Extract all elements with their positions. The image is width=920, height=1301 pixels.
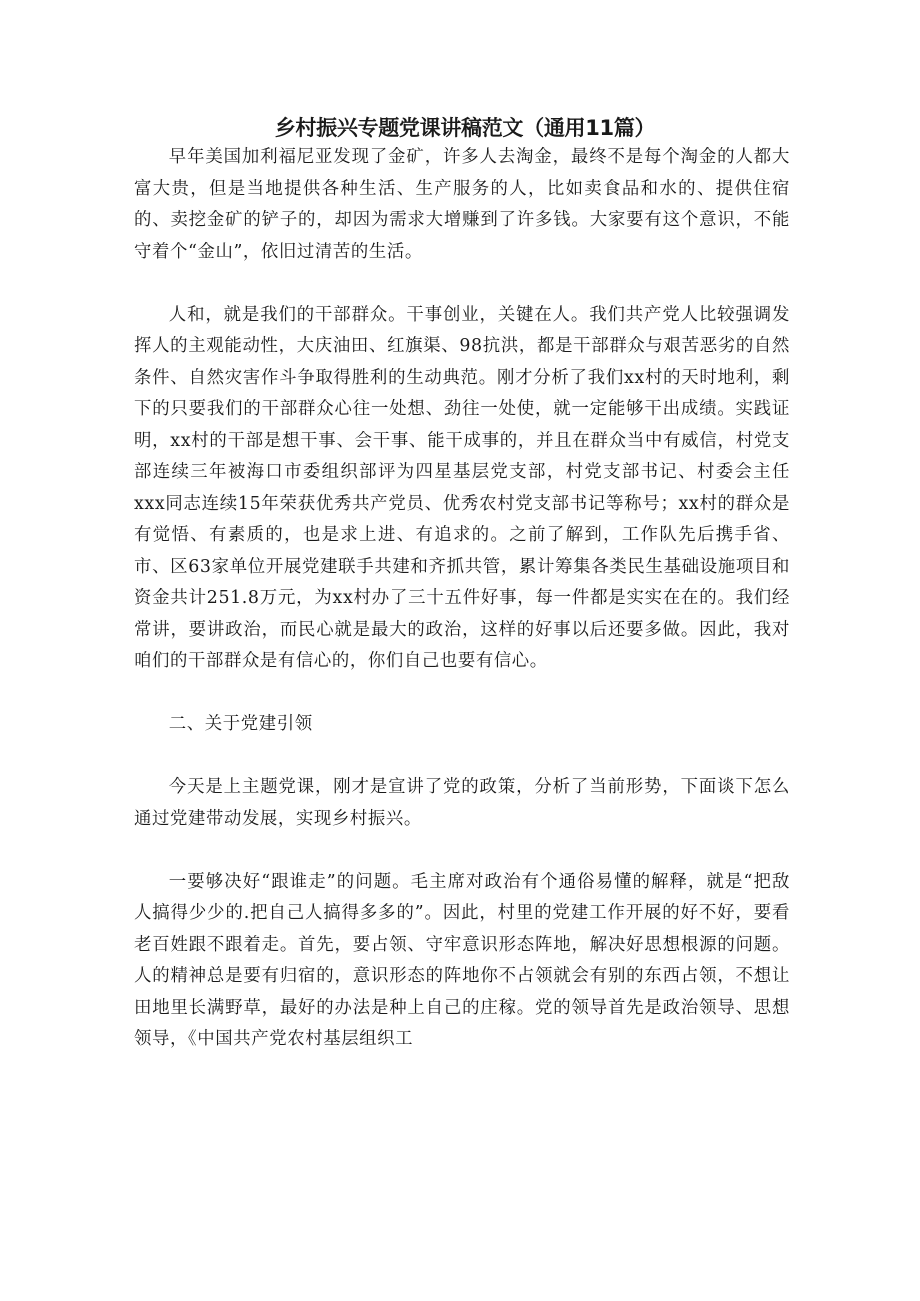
document-title: 乡村振兴专题党课讲稿范文（通用11篇） [274, 116, 656, 140]
paragraph-cadres-masses: 人和，就是我们的干部群众。干事创业，关键在人。我们共产党人比较强调发挥人的主观能动性，大庆油田、红旗渠、98抗洪，都是干部群众与艰苦恶劣的自然条件、自然灾害作斗争取得胜利的生动典范。刚才分析了我们xx村的天时地利，剩下的只要我们的干部群众心往一处想、劲往一处使，就一定能够干出成绩。实践证明，xx村的干部是想干事、会干事、能干成事的，并且在群众当中有威信，村党支部连续三年被海口市委组织部评为四星基层党支部，村党支部书记、村委会主任xxx同志连续15年荣获优秀共产党员、优秀农村党支部书记等称号；xx村的群众是有觉悟、有素质的，也是求上进、有追求的。之前了解到，工作队先后携手省、市、区63家单位开展党建联手共建和齐抓共管，累计筹集各类民生基础设施项目和资金共计251.8万元，为xx村办了三十五件好事，每一件都是实实在在的。我们经常讲，要讲政治，而民心就是最大的政治，这样的好事以后还要多做。因此，我对咱们的干部群众是有信心的，你们自己也要有信心。 [134, 304, 790, 671]
paragraph-spacer [134, 835, 790, 867]
paragraph-spacer [134, 268, 790, 300]
paragraph-spacer [134, 678, 790, 710]
paragraph-follow-whom: 一要够决好“跟谁走”的问题。毛主席对政治有个通俗易懂的解释，就是“把敌人搞得少少的.把自己人搞得多多的”。因此，村里的党建工作开展的好不好，要看老百姓跟不跟着走。首先，要占领、守牢意识形态阵地，解决好思想根源的问题。人的精神总是要有归宿的，意识形态的阵地你不占领就会有别的东西占领，不想让田地里长满野草，最好的办法是种上自己的庄稼。党的领导首先是政治领导、思想领导，《中国共产党农村基层组织工 [134, 871, 790, 1049]
section-heading-party-building: 二、关于党建引领 [168, 714, 313, 734]
document-page [134, 114, 790, 1056]
paragraph-spacer [134, 741, 790, 773]
paragraph-gold-rush: 早年美国加利福尼亚发现了金矿，许多人去淘金，最终不是每个淘金的人都大富大贵，但是当地提供各种生活、生产服务的人，比如卖食品和水的、提供住宿的、卖挖金矿的铲子的，却因为需求大增赚到了许多钱。大家要有这个意识，不能守着个“金山”，依旧过清苦的生活。 [134, 147, 790, 262]
paragraph-party-lesson: 今天是上主题党课，刚才是宣讲了党的政策，分析了当前形势，下面谈下怎么通过党建带动发展，实现乡村振兴。 [134, 777, 790, 829]
